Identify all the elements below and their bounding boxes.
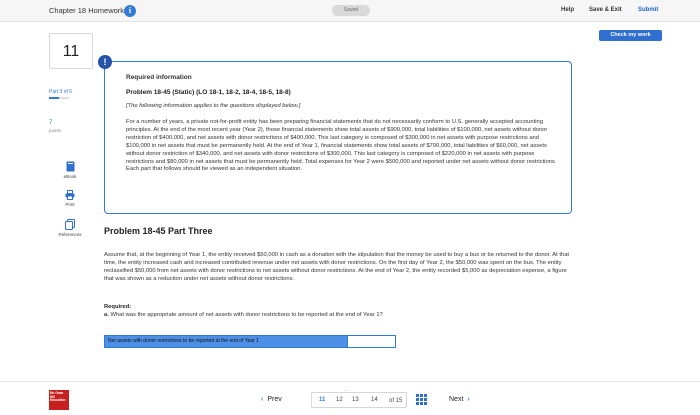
question-a: [104, 312, 383, 318]
ebook-label: eBook: [63, 174, 77, 179]
ebook-button[interactable]: [54, 161, 86, 179]
question-number: 11: [49, 33, 93, 69]
scenario-text: For a number of years, a private not-for-profit entity has been preparing financial statements that do not necessarily conform to U.S. generally accepted accounting principles. At the end of the most recent year (Year 2), those financial statements show total assets of $900,000, total liabilities of $100,000, net assets without donor restriction of $400,000, and net assets with donor restrictions of $400,000. This last category is composed of $300,000 in net assets with purpose restrictions and $100,000 in net assets that must be permanently held. At the end of Year 1, financial statements show total assets of $700,000, total liabilities of $60,000, net assets without donor restriction of $340,000, and net assets with donor restrictions of $300,000. This last category is composed of $220,000 in net assets with purpose restrictions and $80,000 in net assets that must be permanently held. Total expenses for Year 2 were $500,000 and reported under net assets without donor restrictions. Each part that follows should be viewed as an independent situation.: [126, 119, 557, 173]
prev-button[interactable]: [261, 396, 282, 403]
answer-input[interactable]: [347, 336, 395, 347]
references-label: References: [58, 232, 82, 237]
save-exit-link[interactable]: Save & Exit: [589, 7, 622, 13]
book-icon: [66, 161, 75, 172]
page-12[interactable]: 12: [336, 397, 343, 403]
applies-note: [The following information applies to the questions displayed below.]: [126, 103, 301, 109]
submit-link[interactable]: Submit: [638, 7, 659, 13]
question-text: What was the appropriate amount of net assets with donor restrictions to be reported at the end of Year 1?: [110, 312, 383, 318]
part-heading: Problem 18-45 Part Three: [104, 226, 213, 236]
mcgraw-hill-logo: [49, 390, 69, 410]
question-prefix: a.: [104, 312, 109, 318]
chevron-right-icon: ›: [467, 396, 470, 403]
page-separator-icon: ⋯: [344, 388, 348, 393]
help-link[interactable]: Help: [561, 7, 575, 13]
info-icon[interactable]: i: [124, 5, 136, 17]
grid-view-icon[interactable]: [416, 394, 427, 405]
required-information-heading: Required information: [126, 74, 192, 81]
page-total: of 15: [389, 398, 403, 404]
saved-status-badge: Saved: [332, 5, 370, 16]
answer-row: [104, 335, 396, 348]
next-button[interactable]: [449, 396, 470, 403]
part-progress-bar: [49, 97, 69, 99]
page-13[interactable]: 13: [352, 397, 359, 403]
page-11[interactable]: 11: [319, 397, 326, 403]
part-text: Assume that, at the beginning of Year 1, the entity received $50,000 in cash as a donation with the stipulation that the money be used to buy a bus or be returned to the donor. At that time, the entity increased cash and increased contributed revenue under net assets with donor restrictions. On the first day of Year 2, the $50,000 was spent on the bus. The entity reclassified $50,000 from net assets with donor restrictions to net assets without donor restrictions. At the end of Year 2, the entity recorded $5,000 as depreciation expense, a figure that was shown as a reduction under net assets without donor restrictions.: [104, 252, 570, 282]
points-label: points: [49, 128, 62, 133]
print-button[interactable]: [54, 190, 86, 207]
assignment-title: Chapter 18 Homework: [49, 6, 125, 15]
problem-title: Problem 18-45 (Static) (LO 18-1, 18-2, 18-4, 18-5, 18-8): [126, 89, 291, 96]
alert-icon: !: [98, 55, 112, 69]
prev-label: Prev: [267, 396, 282, 403]
chevron-left-icon: ‹: [261, 396, 264, 403]
document-copy-icon: [65, 219, 75, 230]
next-label: Next: [449, 396, 464, 403]
printer-icon: [65, 190, 75, 200]
points-value: 7: [49, 120, 53, 126]
references-button[interactable]: [54, 219, 86, 237]
print-label: Print: [65, 202, 75, 207]
part-progress-fill: [49, 97, 59, 99]
page-14[interactable]: 14: [371, 397, 378, 403]
logo-text: Mc Graw Hill Education: [50, 391, 66, 403]
part-indicator: Part 3 of 6: [49, 89, 73, 95]
answer-label: Net assets with donor restrictions to be reported at the end of Year 1: [105, 336, 347, 347]
check-my-work-button[interactable]: Check my work: [599, 30, 662, 41]
required-label: Required:: [104, 304, 132, 310]
